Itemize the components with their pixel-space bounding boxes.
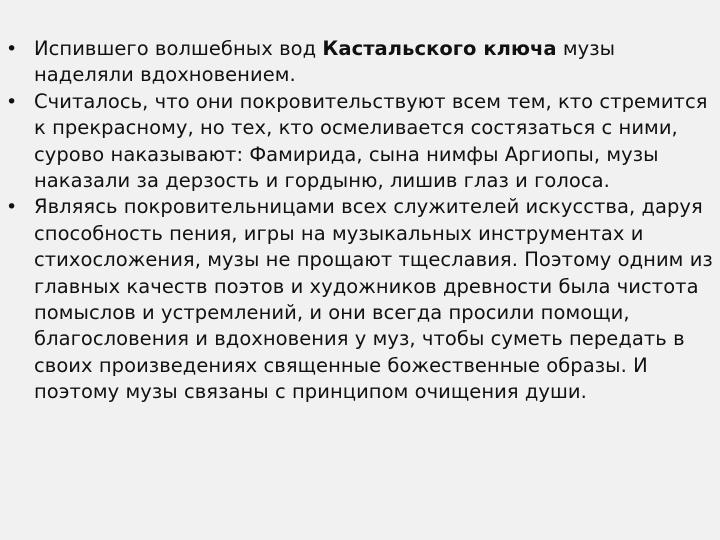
bullet-icon: • [6, 90, 18, 113]
bullet-text-bold: Кастальского ключа [322, 37, 557, 60]
bullet-item-patronage [0, 89, 714, 195]
bullet-item-castalian-spring [0, 36, 714, 89]
bullet-icon: • [6, 38, 18, 60]
bullet-item-vanity [0, 194, 714, 405]
bullet-list [0, 36, 714, 406]
bullet-icon: • [6, 196, 18, 219]
bullet-text-start: Испившего волшебных вод [34, 37, 323, 60]
bullet-text: Считалось, что они покровительствуют всем тем, кто стремится к прекрасному, но тех, кто осмеливается состязаться с ними, сурово наказывают: Фамирида, сына нимфы Аргиопы, музы наказали за дерзость и гордыню, лишив глаз и голоса. [34, 89, 708, 193]
bullet-text: Являясь покровительницами всех служителей искусства, даруя способность пения, игры на музыкальных инструментах и стихосложения, музы не прощают тщеславия. Поэтому одним из главных качеств поэтов и художников древности была чистота помыслов и устремлений, и они всегда просили помощи, благословения и вдохновения у муз, чтобы суметь передать в своих произведениях священные божественные образы. И поэтому музы связаны с принципом очищения души. [34, 195, 713, 404]
bullet-text-end: музы наделяли вдохновением. [34, 37, 616, 87]
